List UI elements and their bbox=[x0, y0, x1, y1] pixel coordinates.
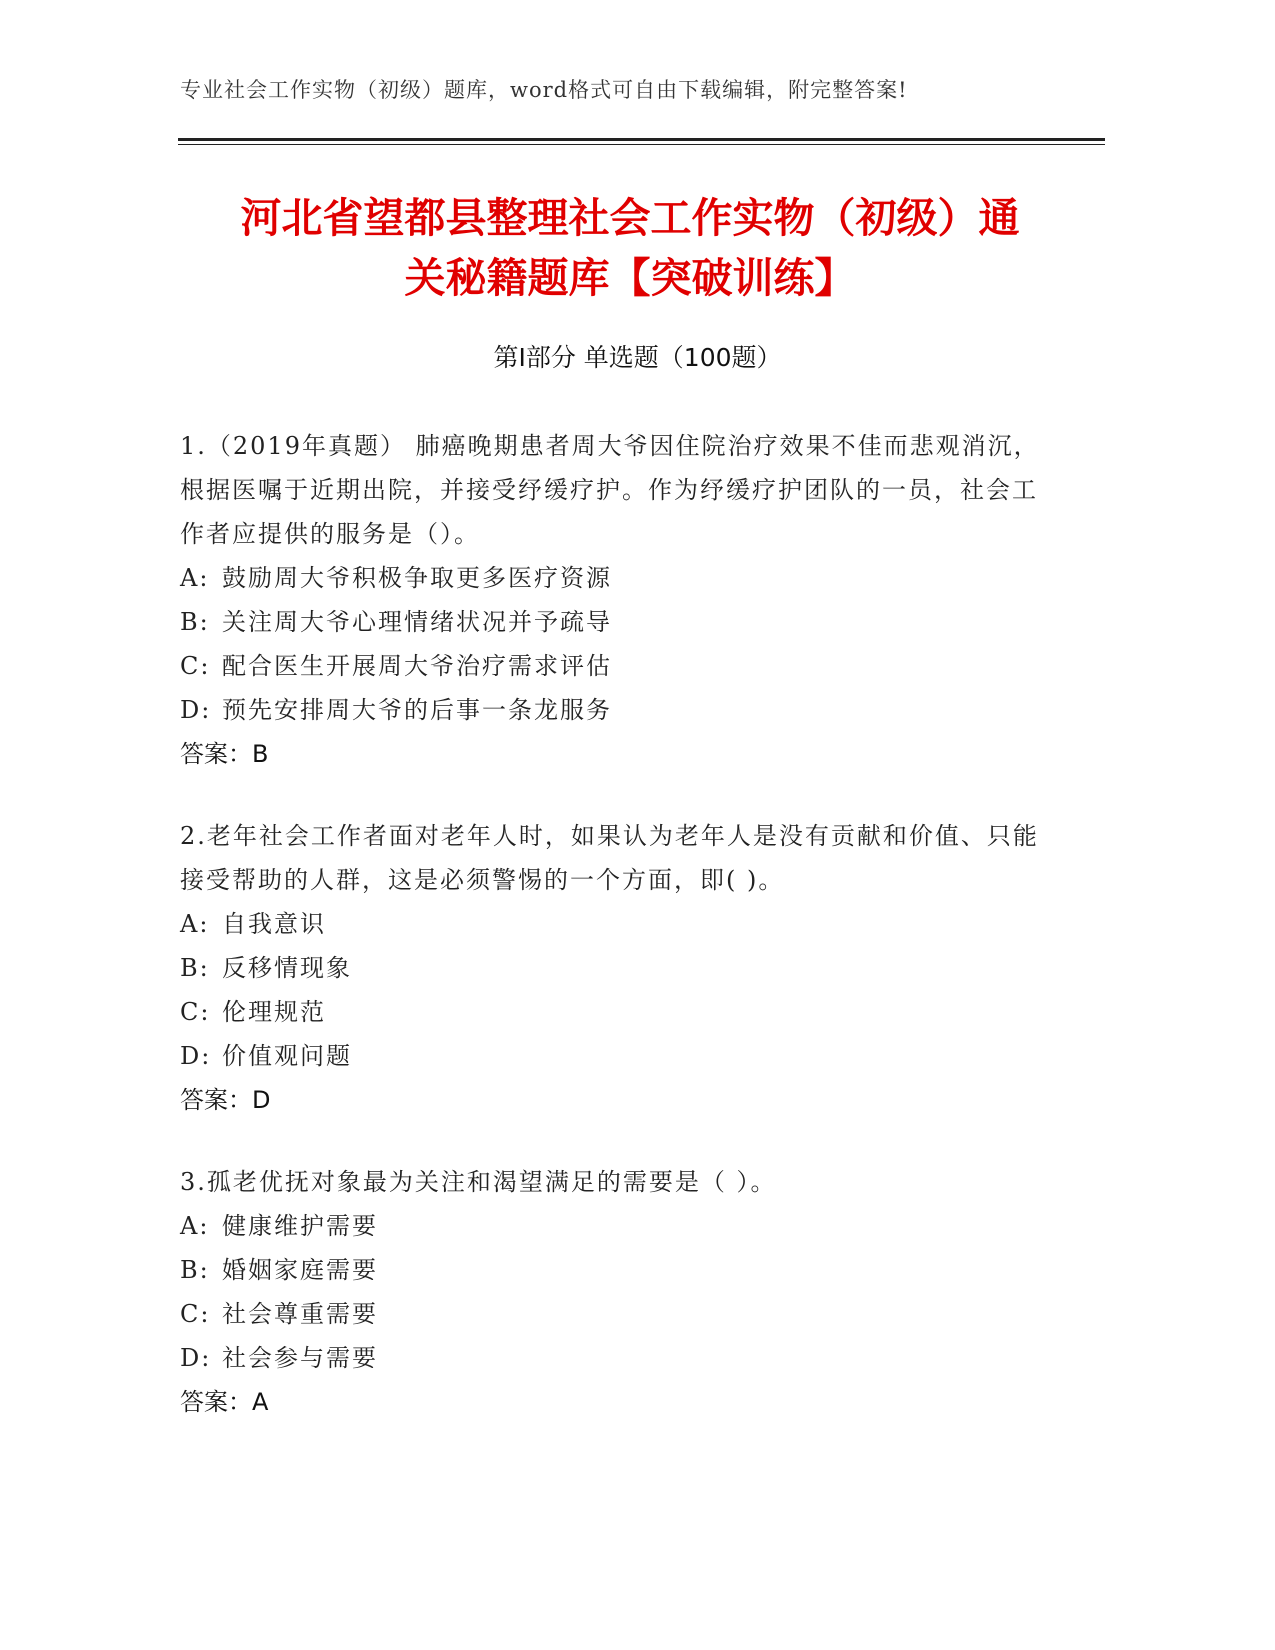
option-c bbox=[180, 644, 1060, 688]
option-c bbox=[180, 1292, 1060, 1336]
option-text: 婚姻家庭需要 bbox=[222, 1256, 378, 1284]
option-text: 自我意识 bbox=[222, 910, 326, 938]
option-key: C: bbox=[180, 1300, 211, 1328]
option-text: 关注周大爷心理情绪状况并予疏导 bbox=[222, 608, 612, 636]
option-d bbox=[180, 688, 1060, 732]
option-a bbox=[180, 902, 1060, 946]
option-key: D: bbox=[180, 1344, 212, 1372]
option-text: 价值观问题 bbox=[222, 1042, 352, 1070]
answer-line: 答案：D bbox=[180, 1086, 271, 1114]
page-header-text: 专业社会工作实物（初级）题库，word格式可自由下载编辑，附完整答案! bbox=[180, 78, 908, 102]
option-text: 社会尊重需要 bbox=[222, 1300, 378, 1328]
option-text: 预先安排周大爷的后事一条龙服务 bbox=[222, 696, 612, 724]
option-a bbox=[180, 1204, 1060, 1248]
option-text: 鼓励周大爷积极争取更多医疗资源 bbox=[222, 564, 612, 592]
option-d bbox=[180, 1034, 1060, 1078]
option-text: 伦理规范 bbox=[222, 998, 326, 1026]
question-1 bbox=[180, 424, 1060, 776]
question-list bbox=[180, 424, 1060, 1462]
option-a bbox=[180, 556, 1060, 600]
option-text: 反移情现象 bbox=[222, 954, 352, 982]
option-d bbox=[180, 1336, 1060, 1380]
header-rule-thin bbox=[178, 144, 1105, 145]
option-b bbox=[180, 946, 1060, 990]
answer-line: 答案：B bbox=[180, 740, 269, 768]
option-key: C: bbox=[180, 652, 211, 680]
option-b bbox=[180, 1248, 1060, 1292]
document-title-line-2: 关秘籍题库【突破训练】 bbox=[404, 254, 856, 302]
option-c bbox=[180, 990, 1060, 1034]
option-key: D: bbox=[180, 696, 212, 724]
option-text: 社会参与需要 bbox=[222, 1344, 378, 1372]
question-2 bbox=[180, 814, 1060, 1122]
option-key: A: bbox=[180, 564, 210, 592]
option-key: B: bbox=[180, 608, 210, 636]
option-key: C: bbox=[180, 998, 211, 1026]
question-3 bbox=[180, 1160, 1060, 1424]
answer-line: 答案：A bbox=[180, 1388, 269, 1416]
option-key: D: bbox=[180, 1042, 212, 1070]
question-stem: 3.孤老优抚对象最为关注和渴望满足的需要是（ ）。 bbox=[180, 1168, 777, 1196]
option-text: 配合医生开展周大爷治疗需求评估 bbox=[222, 652, 612, 680]
section-title: 第Ⅰ部分 单选题（100题） bbox=[493, 343, 782, 372]
option-text: 健康维护需要 bbox=[222, 1212, 378, 1240]
header-rule-thick bbox=[178, 138, 1105, 141]
question-stem: 2.老年社会工作者面对老年人时，如果认为老年人是没有贡献和价值、只能接受帮助的人群，这是必须警惕的一个方面，即( )。 bbox=[180, 822, 1039, 894]
question-stem: 1.（2019年真题） 肺癌晚期患者周大爷因住院治疗效果不佳而悲观消沉，根据医嘱于近期出院，并接受纾缓疗护。作为纾缓疗护团队的一员，社会工作者应提供的服务是（）。 bbox=[180, 432, 1040, 548]
option-b bbox=[180, 600, 1060, 644]
option-key: B: bbox=[180, 1256, 210, 1284]
option-key: B: bbox=[180, 954, 210, 982]
option-key: A: bbox=[180, 910, 210, 938]
document-title bbox=[190, 188, 1070, 308]
document-title-line-1: 河北省望都县整理社会工作实物（初级）通 bbox=[240, 194, 1020, 242]
option-key: A: bbox=[180, 1212, 210, 1240]
